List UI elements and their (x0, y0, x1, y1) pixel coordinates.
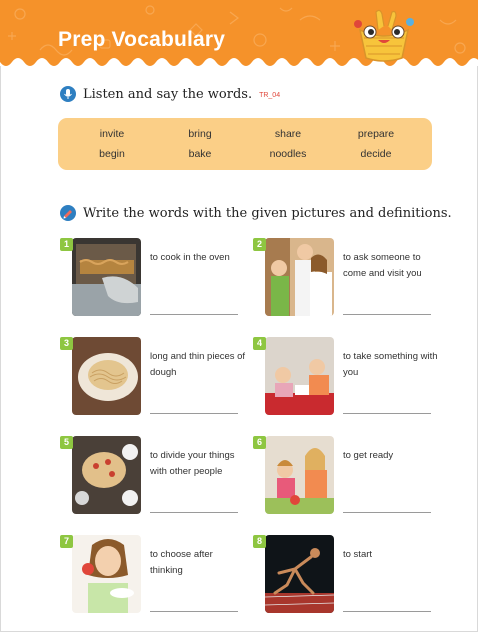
definition-text: to start (343, 549, 373, 560)
definition-text: to get ready (343, 450, 394, 461)
definition-text: to take something with you (343, 351, 438, 378)
exercise-8 (253, 535, 443, 617)
answer-line[interactable] (150, 512, 238, 513)
friends-invite-photo (265, 238, 334, 316)
definition-text: to divide your things with other people (150, 450, 235, 477)
answer-line[interactable] (343, 314, 431, 315)
exercise-number: 8 (253, 535, 266, 548)
mascot-basket-icon (350, 8, 418, 64)
answer-line[interactable] (150, 314, 238, 315)
exercise-number: 1 (60, 238, 73, 251)
answer-line[interactable] (343, 611, 431, 612)
word-invite: invite (99, 128, 125, 140)
word-bank (58, 118, 432, 170)
answer-line[interactable] (150, 413, 238, 414)
word-bake: bake (188, 148, 212, 160)
kitchen-prepare-photo (265, 436, 334, 514)
write-instruction: Write the words with the given pictures and definitions. (83, 205, 452, 221)
page-title: Prep Vocabulary (58, 28, 226, 51)
pencil-icon (60, 205, 76, 221)
definition-text: to choose after thinking (150, 549, 213, 576)
exercise-3 (60, 337, 250, 419)
header-banner (0, 0, 478, 66)
exercise-1 (60, 238, 250, 320)
exercise-7 (60, 535, 250, 617)
exercise-number: 4 (253, 337, 266, 350)
exercise-number: 6 (253, 436, 266, 449)
exercise-6 (253, 436, 443, 518)
exercise-5 (60, 436, 250, 518)
exercise-4 (253, 337, 443, 419)
section-write (60, 205, 452, 221)
word-prepare: prepare (357, 128, 395, 140)
definition-text: to cook in the oven (150, 252, 230, 263)
listen-instruction: Listen and say the words. (83, 86, 253, 102)
exercise-number: 5 (60, 436, 73, 449)
exercise-2 (253, 238, 443, 320)
definition-text: to ask someone to come and visit you (343, 252, 422, 279)
audio-track-label: TR_04 (259, 92, 281, 99)
definition-text: long and thin pieces of dough (150, 351, 246, 378)
exercise-number: 2 (253, 238, 266, 251)
sharing-food-photo (72, 436, 141, 514)
noodles-photo (72, 337, 141, 415)
word-decide: decide (360, 148, 392, 160)
word-share: share (274, 128, 302, 140)
section-listen (60, 86, 280, 102)
word-begin: begin (99, 148, 125, 160)
kids-bring-photo (265, 337, 334, 415)
runner-start-photo (265, 535, 334, 613)
girl-apple-photo (72, 535, 141, 613)
word-noodles: noodles (269, 148, 307, 160)
microphone-icon (60, 86, 76, 102)
exercise-number: 7 (60, 535, 73, 548)
exercise-number: 3 (60, 337, 73, 350)
answer-line[interactable] (343, 413, 431, 414)
answer-line[interactable] (343, 512, 431, 513)
answer-line[interactable] (150, 611, 238, 612)
oven-baking-photo (72, 238, 141, 316)
word-bring: bring (188, 128, 212, 140)
